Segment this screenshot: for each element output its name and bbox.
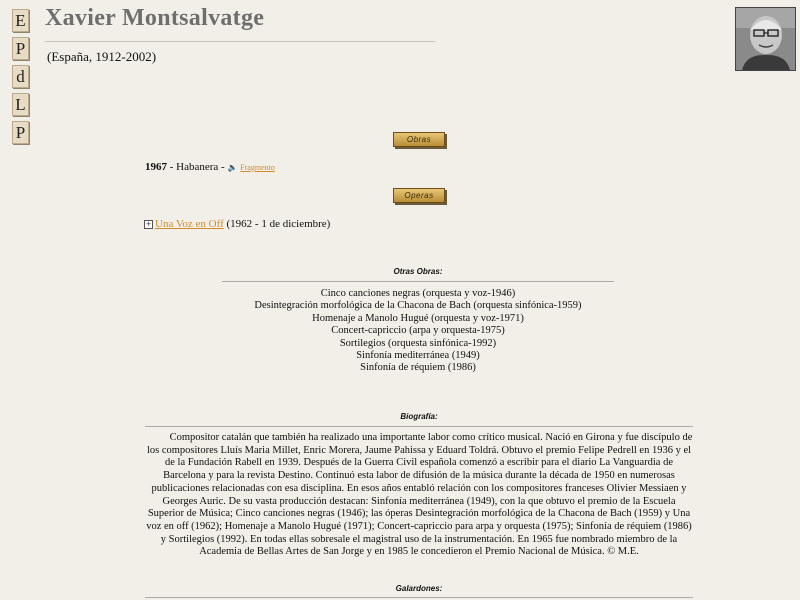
una-voz-en-off-link[interactable]: Una Voz en Off <box>155 218 224 230</box>
nav-tile-l[interactable]: L <box>12 93 29 116</box>
title-divider <box>45 41 435 42</box>
obras-entry <box>145 161 275 173</box>
galardones-heading: Galardones: <box>395 584 443 593</box>
list-item: Homenaje a Manolo Hugué (orquesta y voz-1971) <box>312 312 524 324</box>
fragmento-link[interactable]: Fragmento <box>240 163 275 172</box>
obras-title: - Habanera - <box>167 161 228 173</box>
speaker-icon[interactable]: 🔈 <box>227 163 238 172</box>
list-item: Cinco canciones negras (orquesta y voz-1946) <box>320 288 516 299</box>
otras-obras-heading: Otras Obras: <box>393 267 443 276</box>
otras-obras-list <box>222 288 614 375</box>
list-item: Sinfonía de réquiem (1986) <box>360 362 476 374</box>
biografia-divider <box>145 426 693 427</box>
obras-year: 1967 <box>145 161 167 173</box>
obras-button[interactable]: Obras <box>393 132 445 147</box>
nav-tile-p2[interactable]: P <box>12 121 29 144</box>
page-subtitle: (España, 1912-2002) <box>47 49 157 64</box>
operas-button[interactable]: Operas <box>393 188 445 203</box>
galardones-divider <box>145 597 693 598</box>
otras-obras-divider <box>222 281 614 282</box>
biografia-paragraph: Compositor catalán que también ha realizado una importante labor como crítico musical. Nació en Girona y fue discípulo de los compositores Lluís Maria Millet, Enric Morera, Jaume Pahissa y Eduard Toldrá. Obtuvo el premio Felipe Pedrell en 1936 y el de la Fundación Rabell en 1939. Después de la Guerra Civil española comenzó a escribir para el diario La Vanguardia de Barcelona y para la revista Destino. Continuó esta labor de difusión de la música durante la década de 1950 en numerosas publicaciones relacionadas con esa disciplina. En esos años entabló relación con los compositores franceses Olivier Messiaen y Georges Auric. De su vasta producción destacan: Sinfonía mediterránea (1949), con la que obtuvo el premio de la Escuela Superior de Música; Cinco canciones negras (1946); las óperas Desintegración morfológica de la Chacona de Bach (1959) y Una voz en off (1962); Homenaje a Manolo Hugué (1971); Concert-capriccio para arpa y orquesta (1975); Sinfonía de réquiem (1986) y Sortilegios (1992). En todas ellas sobresale el magistral uso de la instrumentación. En 1965 fue nombrado miembro de la Academia de Bellas Artes de San Jorge y en 1985 le concedieron el Premio Nacional de Música. © M.E. <box>146 432 693 558</box>
side-nav <box>12 9 29 149</box>
operas-entry <box>144 218 330 230</box>
nav-tile-p[interactable]: P <box>12 37 29 60</box>
list-item: Concert-capriccio (arpa y orquesta-1975) <box>331 325 505 337</box>
portrait-image <box>736 8 795 70</box>
composer-portrait <box>735 7 796 71</box>
biografia-text <box>145 432 693 559</box>
nav-tile-e[interactable]: E <box>12 9 29 32</box>
page-title: Xavier Montsalvatge <box>45 5 265 31</box>
biografia-heading: Biografía: <box>400 412 438 421</box>
opera-date: (1962 - 1 de diciembre) <box>223 218 331 230</box>
list-item: Sinfonía mediterránea (1949) <box>356 350 480 362</box>
list-item: Sortilegios (orquesta sinfónica-1992) <box>339 337 497 349</box>
nav-tile-d[interactable]: d <box>12 65 29 88</box>
list-item: Desintegración morfológica de la Chacona de Bach (orquesta sinfónica-1959) <box>254 300 582 312</box>
expand-plus-icon[interactable]: + <box>145 220 152 228</box>
